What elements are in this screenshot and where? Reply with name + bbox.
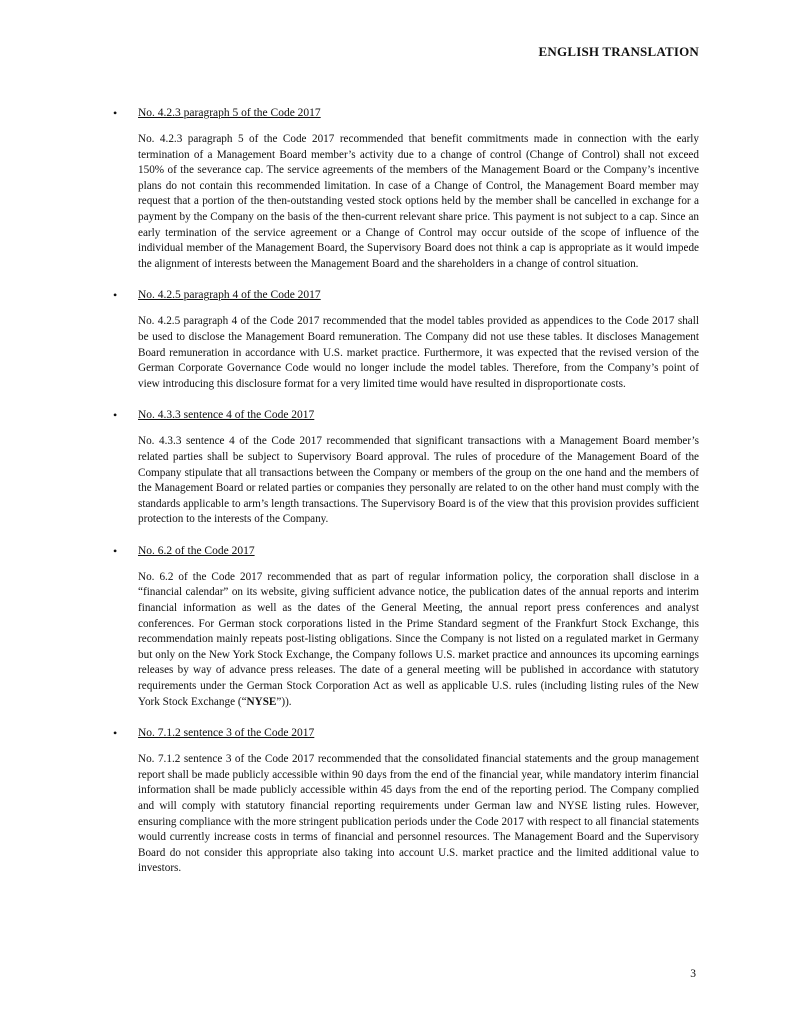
bullet-icon: •	[113, 288, 118, 303]
section-paragraph	[138, 570, 699, 710]
section-paragraph: No. 7.1.2 sentence 3 of the Code 2017 recommended that the consolidated financial statements and the group management report shall be made publicly accessible within 90 days from the end of the financial year, while mandatory interim financial information shall be made publicly accessible within 45 days from the end of the reporting period. The Company complied and will comply with statutory financial reporting requirements under German law and NYSE listing rules. However, ensuring compliance with the more stringent publication periods under the Code 2017 with respect to all financial statements would currently increase costs in terms of financial and personnel resources. The Management Board and the Supervisory Board do not consider this appropriate also taking into account U.S. market practice and the limited additional value to investors.	[138, 753, 699, 875]
section-heading: No. 6.2 of the Code 2017	[138, 544, 255, 557]
bullet-icon: •	[113, 726, 118, 741]
section-heading: No. 4.3.3 sentence 4 of the Code 2017	[138, 409, 315, 422]
page-number: 3	[690, 968, 696, 980]
bullet-icon: •	[113, 408, 118, 423]
section-paragraph: No. 4.3.3 sentence 4 of the Code 2017 recommended that significant transactions with a Management Board member’s related parties shall be subject to Supervisory Board approval. The rules of procedure of the Management Board of the Company stipulate that all transactions between the Company or members of the group on the one hand and the members of the Management Board or related parties or companies they personally are related to on the other hand must comply with the standards applicable to arm’s length transactions. The Supervisory Board is of the view that this provision provides sufficient protection to the interests of the Company.	[138, 435, 699, 526]
section-heading: No. 4.2.3 paragraph 5 of the Code 2017	[138, 107, 321, 119]
bullet-icon: •	[113, 543, 118, 558]
section-4-2-3	[0, 104, 791, 272]
document-body	[0, 104, 791, 891]
section-7-1-2	[0, 724, 791, 877]
section-4-3-3	[0, 406, 791, 528]
section-paragraph-end: ”)).	[276, 695, 292, 708]
section-heading: No. 7.1.2 sentence 3 of the Code 2017	[138, 727, 315, 740]
section-paragraph: No. 4.2.5 paragraph 4 of the Code 2017 recommended that the model tables provided as appendices to the Code 2017 shall be used to disclose the Management Board remuneration. The Company did not use these tables. It discloses Management Board remuneration in accordance with U.S. market practice. Furthermore, it was expected that the revised version of the German Corporate Governance Code would no longer include the model tables. Therefore, from the Company’s point of view introducing this disclosure format for a very limited time would have resulted in disproportionate costs.	[138, 315, 699, 390]
section-paragraph: No. 4.2.3 paragraph 5 of the Code 2017 recommended that benefit commitments made in connection with the early termination of a Management Board member’s activity due to a change of control (Change of Control) shall not exceed 150% of the severance cap. The service agreements of the members of the Management Board or the Company’s incentive plans do not contain this recommended limitation. In case of a Change of Control, the Management Board member may request that a portion of the then-outstanding vested stock options held by the member shall be cancelled in exchange for a payment by the Company on the basis of the then-current relevant share price. This payment is not subject to a cap. Since an early termination of the service agreement or a Change of Control may occur outside of the scope of influence of the individual member of the Management Board, the Supervisory Board does not think a cap is appropriate as it would impede the alignment of interests between the Management Board and the shareholders in a change of control situation.	[138, 133, 699, 270]
page-header-title: ENGLISH TRANSLATION	[538, 44, 699, 59]
section-6-2	[0, 542, 791, 710]
bullet-icon: •	[113, 106, 118, 120]
section-4-2-5	[0, 286, 791, 392]
section-heading: No. 4.2.5 paragraph 4 of the Code 2017	[138, 289, 321, 302]
section-paragraph-text: No. 6.2 of the Code 2017 recommended that as part of regular information policy, the corporation shall disclose in a “financial calendar” on its website, giving sufficient advance notice, the publication dates of the annual reports and interim financial information as well as the dates of the General Meeting, the annual report press conferences and analyst conferences. For German stock corporations listed in the Prime Standard segment of the Frankfurt Stock Exchange, this recommendation mainly repeats post-listing obligations. Since the Company is not listed on a regulated market in Germany but only on the New York Stock Exchange, the Company follows U.S. market practice and announces its upcoming earnings releases by way of advance press releases. The date of a general meeting will be published in accordance with statutory requirements under the German Stock Corporation Act as well as applicable U.S. rules (including listing rules of the New York Stock Exchange (“	[138, 570, 699, 708]
nyse-bold-term: NYSE	[246, 695, 277, 708]
